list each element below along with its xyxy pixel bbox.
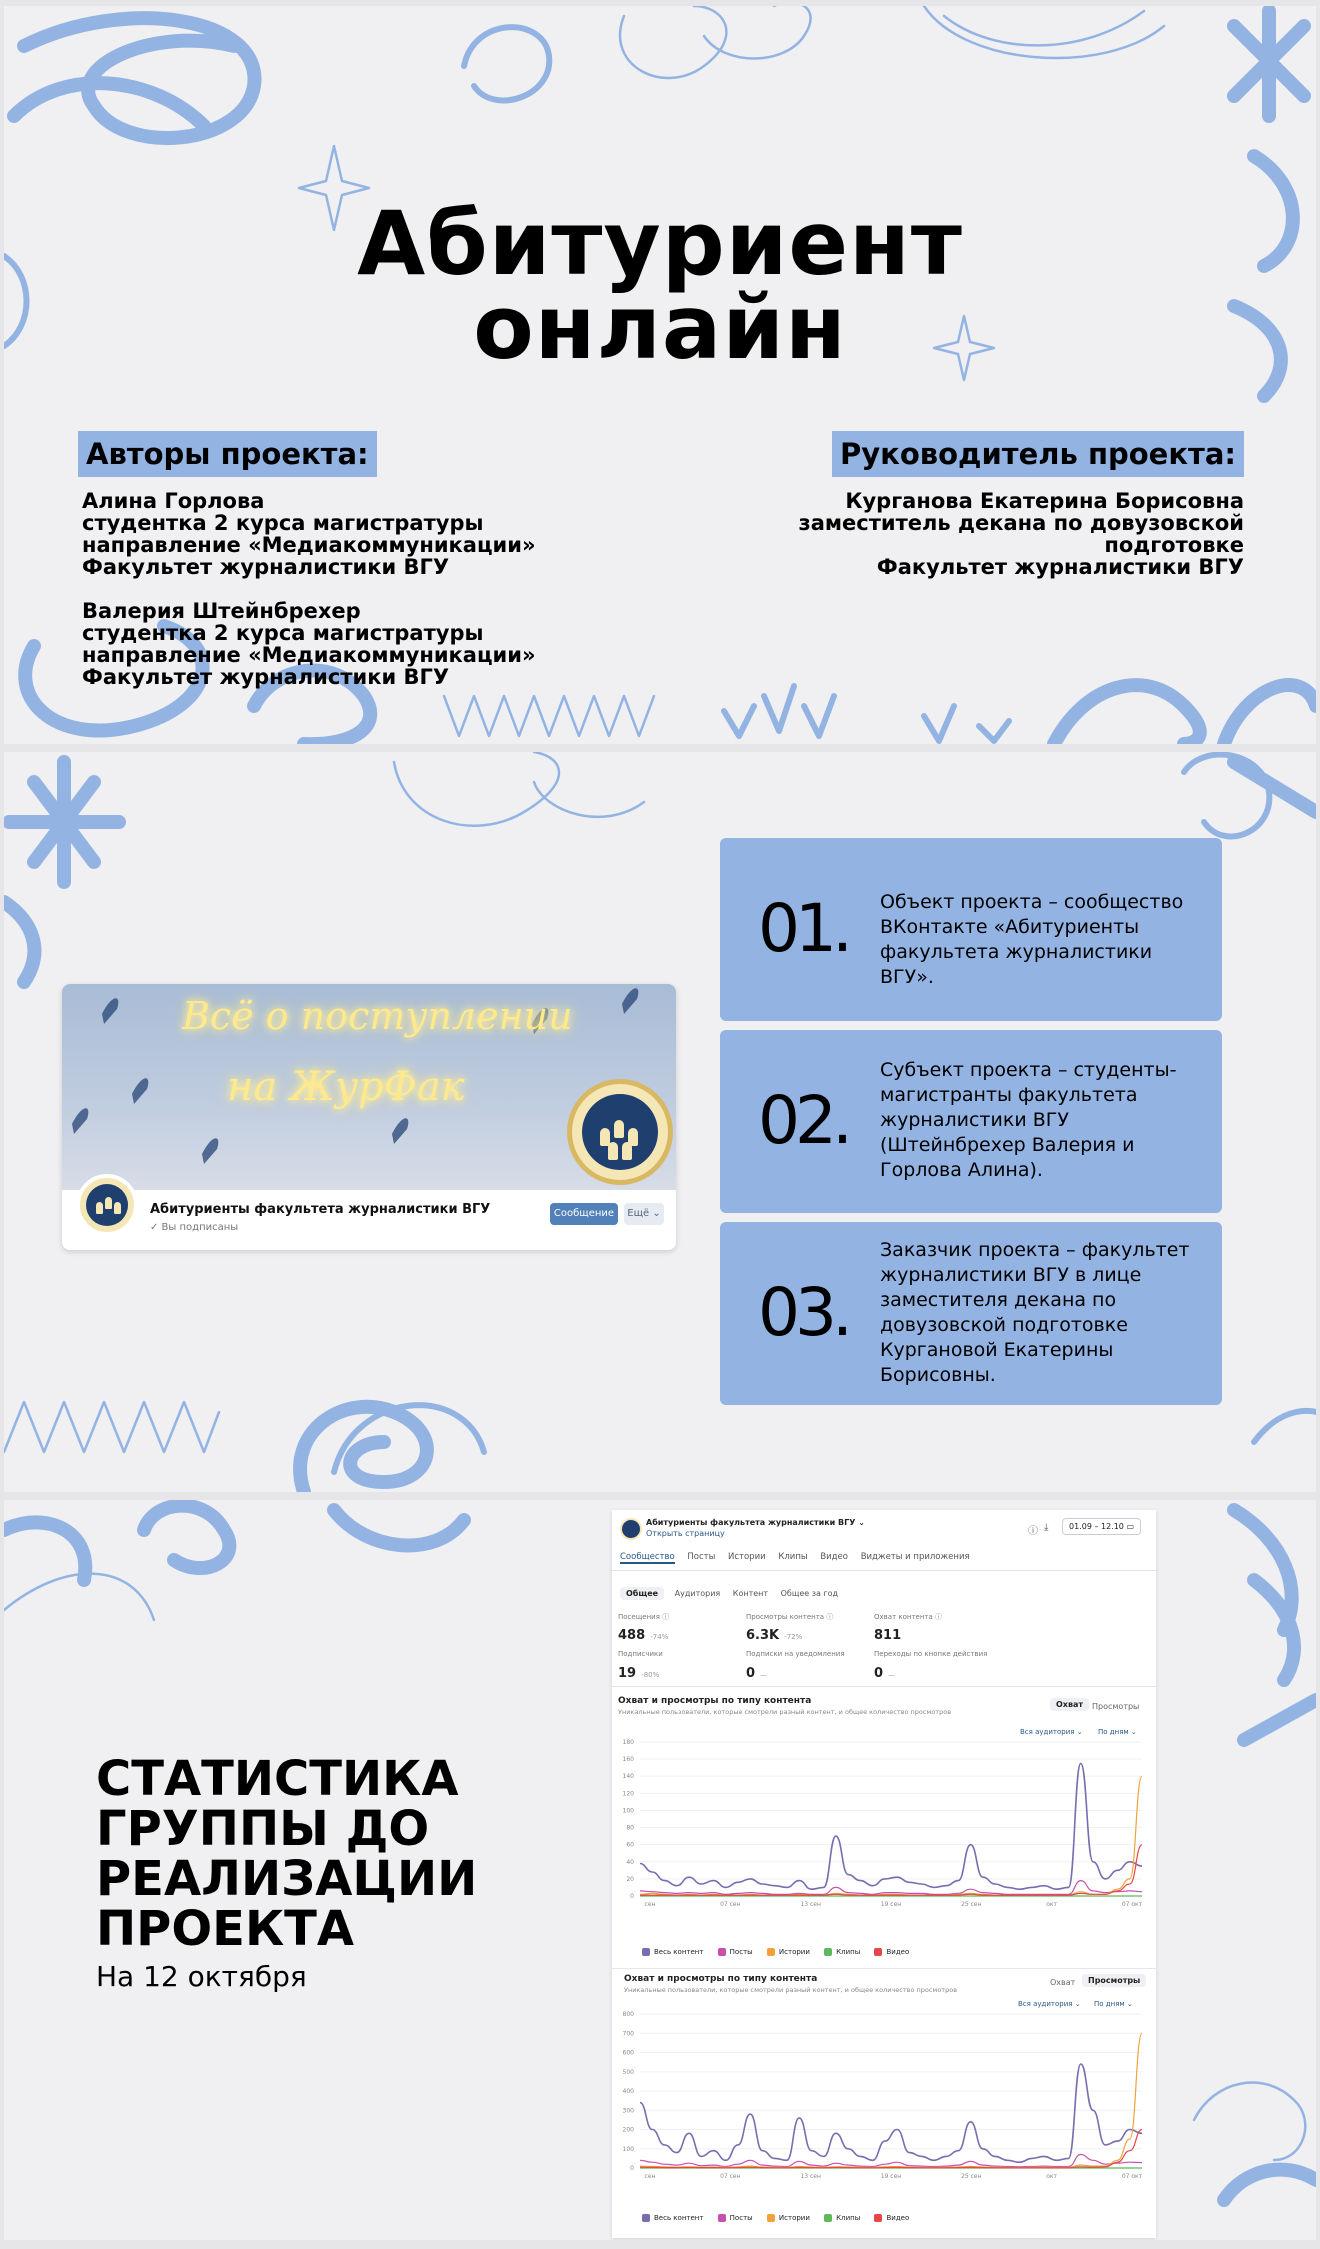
download-icon[interactable]: ⤓ [1044,1522,1049,1533]
x-tick-label: 25 сен [961,1901,982,1908]
project-card-3 [720,1222,1222,1405]
y-tick-label: 40 [626,1858,634,1866]
help-icon[interactable]: ⓘ [1028,1526,1038,1537]
supervisor-name: Курганова Екатерина Борисовна [845,489,1244,513]
y-tick-label: 600 [622,2049,634,2057]
legend-item[interactable]: Клипы [824,2214,860,2222]
y-tick-label: 160 [622,1756,634,1764]
community-avatar[interactable] [620,1518,642,1540]
chart-1 [612,1736,1156,1914]
metric-label: Просмотры контента ⓘ [746,1613,834,1621]
metric-visits: 488 -74% [618,1628,669,1643]
community-cover-card[interactable] [62,984,676,1250]
metric-label: Подписки на уведомления [746,1650,845,1658]
y-tick-label: 0 [630,2165,634,2172]
legend-item[interactable]: Посты [718,2214,753,2222]
y-tick-label: 0 [630,1893,634,1900]
chart-2-toggle-views[interactable]: Просмотры [1082,1976,1146,1985]
series-line[interactable] [640,2033,1142,2167]
community-avatar[interactable] [76,1174,138,1236]
cover-banner [62,984,676,1190]
slide-title [4,6,1316,744]
metric-label: Посещения ⓘ [618,1613,670,1621]
y-tick-label: 120 [622,1790,634,1798]
y-tick-label: 140 [622,1773,634,1781]
chart-1-toggle-reach[interactable]: Охват [1050,1700,1089,1709]
author-1-line: направление «Медиакоммуникации» [82,533,536,557]
metric-label: Охват контента ⓘ [874,1613,943,1621]
authors-label: Авторы проекта: [78,431,377,477]
metric-action-button: 0 — [874,1666,896,1681]
card-text: Заказчик проекта – факультет журналистики ВГУ в лице заместителя декана по довузовской подготовке Кургановой Екатерины Борисовны. [880,1239,1190,1386]
y-tick-label: 200 [622,2126,634,2134]
x-tick-label: сен [644,2173,656,2180]
tab-video[interactable]: Видео [820,1552,848,1562]
x-tick-label: окт [1046,2173,1058,2180]
main-tabs [620,1552,970,1562]
x-tick-label: 07 сен [720,2173,741,2180]
metric-label: Подписчики [618,1650,663,1658]
chart-1-period-filter[interactable]: По дням ⌄ [1098,1728,1137,1736]
supervisor-line: Факультет журналистики ВГУ [876,555,1244,579]
card-text: Объект проекта – сообщество ВКонтакте «Абитуриенты факультета журналистики ВГУ». [880,891,1184,988]
stats-slide-title: СТАТИСТИКА ГРУППЫ ДО РЕАЛИЗАЦИИ ПРОЕКТА [96,1751,478,1957]
slide-project [4,752,1316,1492]
y-tick-label: 20 [626,1875,634,1883]
x-tick-label: сен [644,1901,656,1908]
chart-1-legend [642,1948,909,1956]
supervisor-line: подготовке [1104,533,1244,557]
x-tick-label: 19 сен [880,2173,902,2180]
tab-community[interactable]: Сообщество [620,1552,675,1562]
tab-widgets[interactable]: Виджеты и приложения [860,1552,970,1562]
more-button[interactable]: Ещё ⌄ [624,1203,664,1225]
legend-item[interactable]: Клипы [824,1948,860,1956]
y-tick-label: 60 [626,1841,634,1849]
chart-2-title: Охват и просмотры по типу контента [624,1974,818,1984]
author-2-line: Факультет журналистики ВГУ [82,665,450,689]
supervisor-line: заместитель декана по довузовской [798,511,1244,535]
date-range-picker[interactable]: 01.09 – 12.10 ▭ [1062,1518,1141,1535]
legend-item[interactable]: Истории [767,2214,810,2222]
metric-reach: 811 [874,1628,902,1643]
y-tick-label: 80 [626,1824,634,1832]
subtab-general[interactable]: Общее [620,1587,664,1600]
subtab-content[interactable]: Контент [732,1589,769,1598]
metric-label: Переходы по кнопке действия [874,1650,988,1658]
card-number: 03. [758,1274,848,1351]
x-tick-label: 07 окт [1121,2173,1143,2180]
metric-subscribers: 19 -80% [618,1666,660,1681]
vk-statistics-panel [612,1510,1156,2238]
legend-item[interactable]: Посты [718,1948,753,1956]
author-2-block [82,600,536,688]
card-number: 02. [758,1082,848,1159]
calendar-icon: ▭ [1126,1522,1134,1531]
y-tick-label: 700 [622,2030,634,2038]
x-tick-label: 13 сен [800,1901,821,1908]
chart-2-legend [642,2214,909,2222]
chart-2-desc: Уникальные пользователи, которые смотрели разный контент, и общее количество просмотров [624,1986,958,1994]
title-line-1: Абитуриент [357,192,963,295]
open-page-link[interactable]: Открыть страницу [646,1529,725,1538]
metric-views: 6.3K -72% [746,1628,803,1643]
legend-item[interactable]: Истории [767,1948,810,1956]
message-button[interactable]: Сообщение [550,1203,618,1225]
chart-2-period-filter[interactable]: По дням ⌄ [1094,2000,1133,2008]
project-card-2 [720,1030,1222,1213]
supervisor-label: Руководитель проекта: [832,431,1244,477]
author-2-line: направление «Медиакоммуникации» [82,643,536,667]
chart-2-audience-filter[interactable]: Вся аудитория ⌄ [1018,2000,1081,2008]
group-selector[interactable]: Абитуриенты факультета журналистики ВГУ ⌄ [646,1518,865,1527]
chart-1-title: Охват и просмотры по типу контента [618,1696,812,1706]
stats-slide-subtitle: На 12 октября [96,1960,307,1993]
sub-tabs [620,1589,838,1598]
x-tick-label: 25 сен [961,2173,982,2180]
x-tick-label: 13 сен [800,2173,821,2180]
series-line[interactable] [640,2155,1142,2167]
author-1-line: Факультет журналистики ВГУ [82,555,450,579]
series-line[interactable] [640,1763,1142,1889]
chart-1-desc: Уникальные пользователи, которые смотрели разный контент, и общее количество просмотров [618,1708,952,1716]
legend-item[interactable]: Видео [874,1948,909,1956]
legend-item[interactable]: Видео [874,2214,909,2222]
tab-stories[interactable]: Истории [728,1552,766,1562]
metric-notifications: 0 — [746,1666,768,1681]
legend-item[interactable]: Весь контент [642,1948,703,1956]
y-tick-label: 500 [622,2068,634,2076]
y-tick-label: 180 [622,1739,634,1746]
y-tick-label: 400 [622,2088,634,2095]
chart-1-audience-filter[interactable]: Вся аудитория ⌄ [1020,1728,1083,1736]
cover-script-line-2: на ЖурФак [227,1064,465,1110]
subscribed-status[interactable]: ✓ Вы подписаны [150,1222,239,1233]
slide-title-text [4,192,1316,379]
y-tick-label: 100 [622,1807,634,1815]
tab-clips[interactable]: Клипы [778,1552,808,1562]
chart-1-toggle-views[interactable]: Просмотры [1092,1702,1140,1711]
x-tick-label: 07 сен [720,1901,741,1908]
title-line-2: онлайн [473,276,847,379]
y-tick-label: 800 [622,2011,634,2018]
supervisor-block [799,490,1245,578]
community-name[interactable]: Абитуриенты факультета журналистики ВГУ [150,1202,491,1217]
x-tick-label: 07 окт [1121,1901,1143,1908]
slide-statistics [4,1500,1316,2240]
project-card-1 [720,838,1222,1021]
x-tick-label: 19 сен [880,1901,902,1908]
faculty-logo [567,1079,673,1185]
cover-script-line-1: Всё о поступлении [182,994,573,1038]
y-tick-label: 100 [622,2145,634,2153]
subtab-audience[interactable]: Аудитория [674,1589,721,1598]
chart-2 [612,2008,1156,2186]
author-2-line: студентка 2 курса магистратуры [82,621,484,645]
tab-posts[interactable]: Посты [687,1552,716,1562]
author-1-block [82,490,536,578]
subtab-year[interactable]: Общее за год [780,1589,839,1598]
author-2-name: Валерия Штейнбрехер [82,599,361,623]
series-line[interactable] [640,2064,1142,2162]
card-number: 01. [758,890,848,967]
chart-2-toggle-reach[interactable]: Охват [1050,1978,1076,1987]
y-tick-label: 300 [622,2107,634,2115]
card-text: Субъект проекта – студенты- магистранты факультета журналистики ВГУ (Штейнбрехер Валерия и Горлова Алина). [880,1059,1177,1181]
x-tick-label: окт [1046,1901,1058,1908]
legend-item[interactable]: Весь контент [642,2214,703,2222]
author-1-name: Алина Горлова [82,489,265,513]
author-1-line: студентка 2 курса магистратуры [82,511,484,535]
